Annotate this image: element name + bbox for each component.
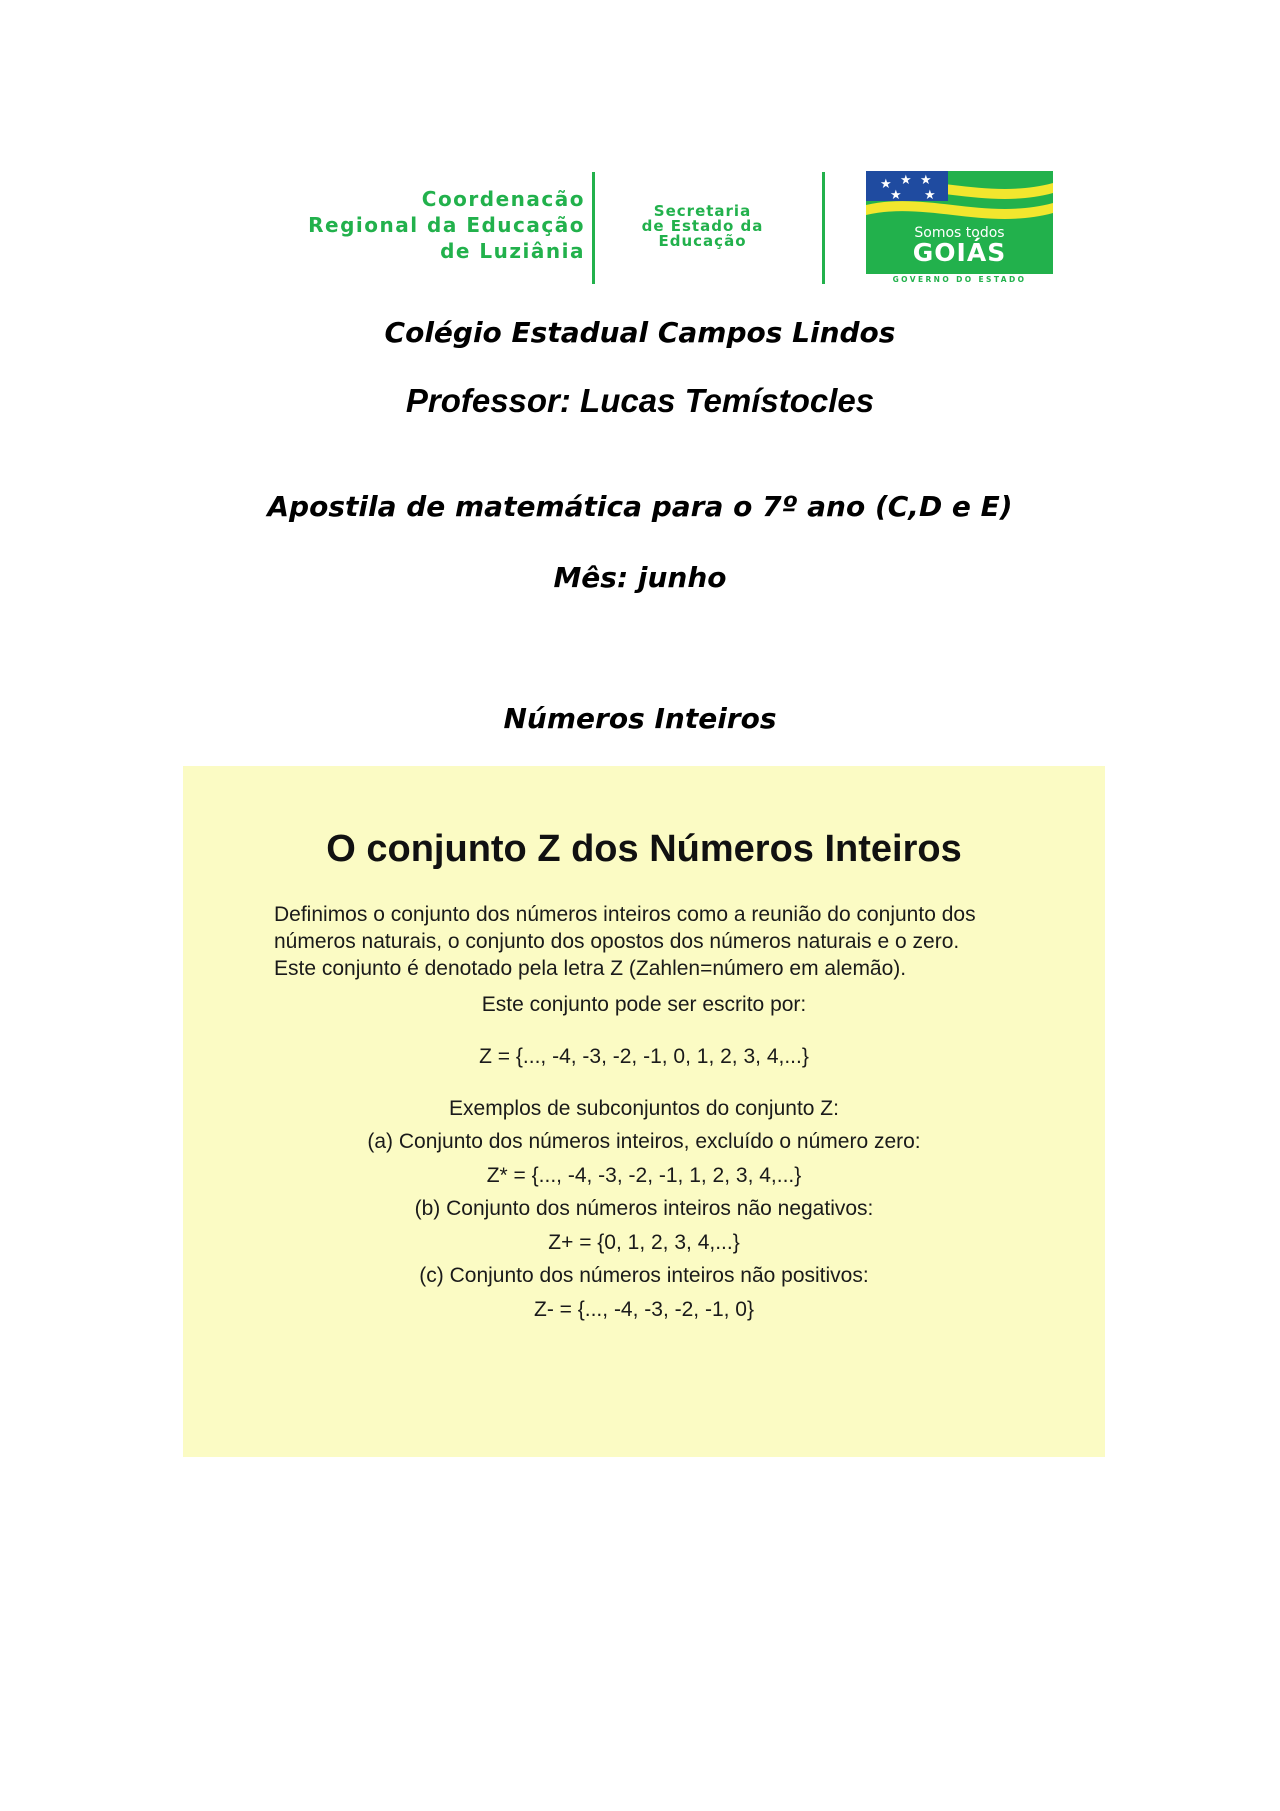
apostila-title: Apostila de matemática para o 7º ano (C,D e E) <box>267 490 1013 523</box>
svg-text:★: ★ <box>900 172 912 187</box>
example-b-label: (b) Conjunto dos números inteiros não negativos: <box>414 1197 874 1220</box>
secretaria-line: Secretaria <box>653 202 752 220</box>
goias-logo-line1: Somos todos <box>914 225 1005 241</box>
content-title: O conjunto Z dos Números Inteiros <box>326 828 962 870</box>
svg-text:★: ★ <box>924 187 936 202</box>
goias-logo-line2: GOIÁS <box>912 238 1007 267</box>
svg-text:★: ★ <box>890 187 902 202</box>
intro-paragraph <box>274 901 1054 982</box>
intro-line: Definimos o conjunto dos números inteiros como a reunião do conjunto dos <box>274 903 976 926</box>
goias-logo-footer: GOVERNO DO ESTADO <box>892 275 1027 284</box>
coordenacao-line: Regional da Educação <box>308 213 585 237</box>
written-by-text: Este conjunto pode ser escrito por: <box>481 993 807 1016</box>
school-name: Colégio Estadual Campos Lindos <box>384 316 896 349</box>
coordenacao-line: de Luziânia <box>440 239 585 263</box>
divider <box>592 172 595 284</box>
intro-line: Este conjunto é denotado pela letra Z (Zahlen=número em alemão). <box>274 957 907 980</box>
topic-heading: Números Inteiros <box>503 702 777 735</box>
professor-name: Professor: Lucas Temístocles <box>405 382 875 419</box>
secretaria-logo-text <box>605 204 800 249</box>
coordenacao-line: Coordenacão <box>421 187 585 211</box>
example-c-label: (c) Conjunto dos números inteiros não positivos: <box>419 1264 869 1287</box>
coordenacao-logo-text <box>215 186 585 264</box>
svg-text:★: ★ <box>920 172 932 187</box>
svg-text:★: ★ <box>880 176 892 191</box>
header-logos <box>215 168 1060 286</box>
example-b-set: Z+ = {0, 1, 2, 3, 4,...} <box>548 1231 740 1254</box>
secretaria-line: de Estado da <box>641 217 764 235</box>
example-a-set: Z* = {..., -4, -3, -2, -1, 1, 2, 3, 4,...} <box>486 1164 802 1187</box>
example-a-label: (a) Conjunto dos números inteiros, excluído o número zero: <box>367 1130 921 1153</box>
intro-line: números naturais, o conjunto dos opostos dos números naturais e o zero. <box>274 930 960 953</box>
secretaria-line: Educação <box>658 232 747 250</box>
z-set: Z = {..., -4, -3, -2, -1, 0, 1, 2, 3, 4,...} <box>479 1045 809 1068</box>
goias-logo <box>866 171 1053 284</box>
divider <box>822 172 825 284</box>
content-box <box>183 766 1105 1457</box>
month-label: Mês: junho <box>553 561 727 594</box>
examples-title: Exemplos de subconjuntos do conjunto Z: <box>449 1097 839 1120</box>
example-c-set: Z- = {..., -4, -3, -2, -1, 0} <box>534 1298 754 1321</box>
